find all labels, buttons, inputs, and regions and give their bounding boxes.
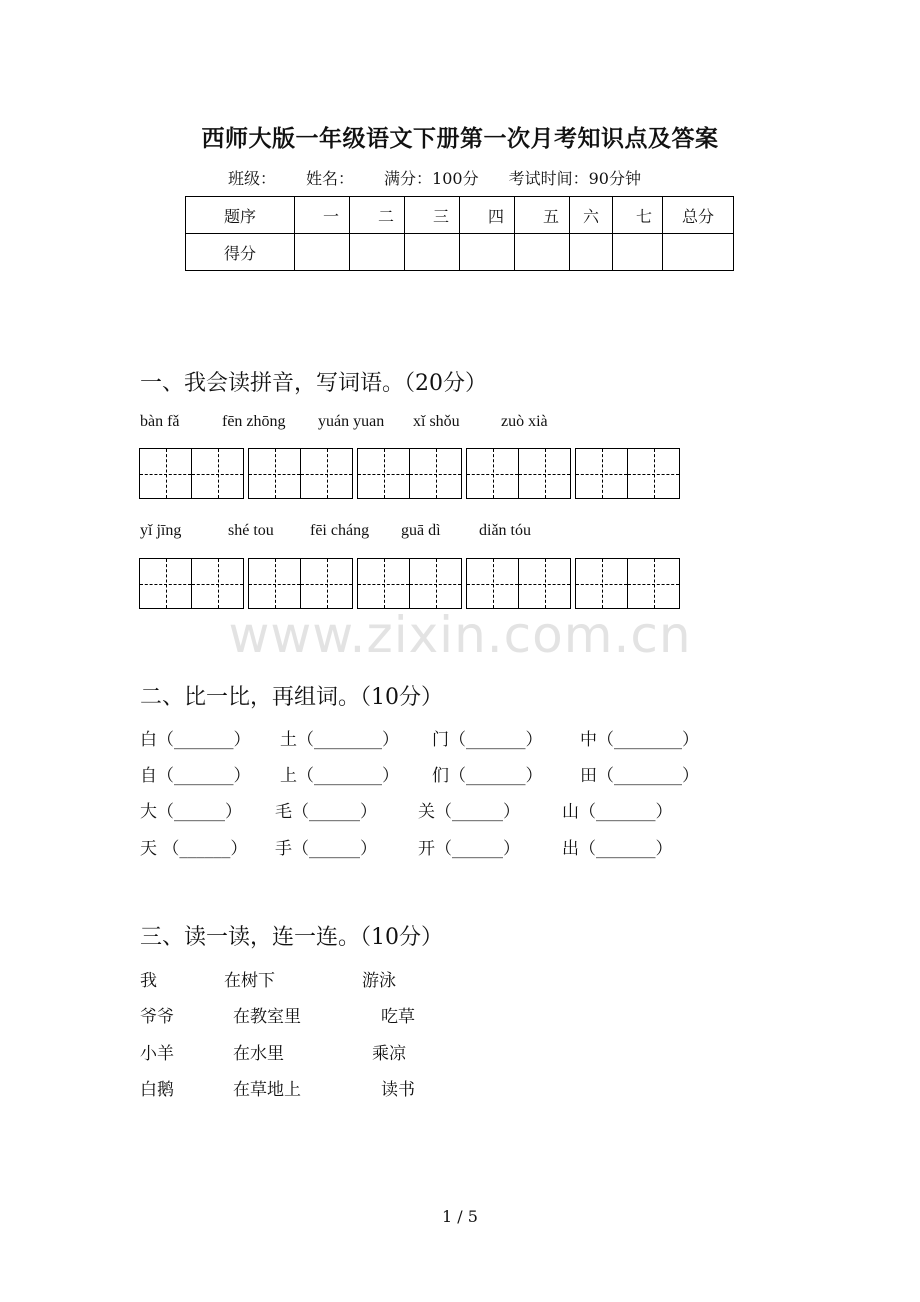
pinyin-label: fēi cháng: [310, 522, 370, 539]
pinyin-label: shé tou: [228, 522, 274, 539]
score-row-label: 得分: [186, 234, 295, 271]
score-input-cell[interactable]: [350, 234, 405, 271]
match-place[interactable]: 在草地上: [233, 1080, 301, 1100]
word-blank[interactable]: 山（_______）: [562, 802, 673, 822]
word-blank[interactable]: 中（________）: [580, 730, 699, 750]
score-input-cell[interactable]: [460, 234, 515, 271]
score-table-cell: 三: [405, 197, 460, 234]
writing-grid-row1: [139, 448, 680, 499]
score-table-cell: 五: [515, 197, 570, 234]
score-table-cell: 二: [350, 197, 405, 234]
word-blank[interactable]: 毛（______）: [275, 802, 377, 822]
word-blank[interactable]: 土（________）: [280, 730, 399, 750]
word-blank[interactable]: 上（________）: [280, 766, 399, 786]
score-table: [185, 196, 734, 271]
exam-time: 考试时间：90分钟: [508, 169, 641, 188]
pinyin-label: bàn fǎ: [140, 413, 180, 430]
score-table-cell: 七: [613, 197, 663, 234]
pinyin-label: yǐ jīng: [140, 522, 182, 539]
writing-box[interactable]: [248, 558, 353, 609]
pinyin-label: diǎn tóu: [479, 522, 531, 539]
match-place[interactable]: 在教室里: [233, 1007, 301, 1027]
word-blank[interactable]: 开（______）: [418, 839, 520, 859]
full-score: 满分：100分: [384, 169, 479, 188]
writing-box[interactable]: [575, 558, 680, 609]
score-table-header-row: [186, 197, 734, 234]
match-subject[interactable]: 小羊: [140, 1044, 174, 1064]
writing-box[interactable]: [357, 558, 462, 609]
word-blank[interactable]: 天 （______）: [140, 839, 248, 859]
document-title: 西师大版一年级语文下册第一次月考知识点及答案: [201, 125, 719, 152]
match-subject[interactable]: 白鹅: [140, 1080, 174, 1100]
section1-heading: 一、我会读拼音，写词语。（20分）: [140, 371, 487, 396]
score-table-cell: 六: [570, 197, 613, 234]
word-blank[interactable]: 白（_______）: [140, 730, 251, 750]
match-action[interactable]: 吃草: [381, 1007, 415, 1027]
word-blank[interactable]: 出（_______）: [562, 839, 673, 859]
pinyin-label: fēn zhōng: [222, 413, 286, 430]
match-place[interactable]: 在树下: [224, 971, 275, 991]
watermark: www.zixin.com.cn: [228, 606, 692, 664]
section2-heading: 二、比一比，再组词。（10分）: [140, 685, 443, 710]
score-table-cell: 总分: [663, 197, 734, 234]
score-table-cell: 一: [295, 197, 350, 234]
word-blank[interactable]: 关（______）: [418, 802, 520, 822]
writing-box[interactable]: [139, 558, 244, 609]
writing-box[interactable]: [466, 448, 571, 499]
score-table-cell: 四: [460, 197, 515, 234]
score-input-cell[interactable]: [295, 234, 350, 271]
score-table-score-row: [186, 234, 734, 271]
match-action[interactable]: 读书: [381, 1080, 415, 1100]
match-subject[interactable]: 我: [140, 971, 157, 991]
score-input-cell[interactable]: [613, 234, 663, 271]
score-input-cell[interactable]: [663, 234, 734, 271]
writing-grid-row2: [139, 558, 680, 609]
page-number: 1 / 5: [442, 1207, 478, 1226]
word-blank[interactable]: 田（________）: [580, 766, 699, 786]
match-subject[interactable]: 爷爷: [140, 1007, 174, 1027]
pinyin-label: guā dì: [401, 522, 441, 539]
writing-box[interactable]: [139, 448, 244, 499]
pinyin-label: zuò xià: [501, 413, 548, 430]
writing-box[interactable]: [575, 448, 680, 499]
word-blank[interactable]: 们（_______）: [432, 766, 543, 786]
writing-box[interactable]: [466, 558, 571, 609]
word-blank[interactable]: 大（______）: [140, 802, 242, 822]
score-input-cell[interactable]: [405, 234, 460, 271]
pinyin-label: yuán yuan: [318, 413, 385, 430]
exam-info: [228, 166, 641, 189]
word-blank[interactable]: 门（_______）: [432, 730, 543, 750]
score-input-cell[interactable]: [570, 234, 613, 271]
match-action[interactable]: 游泳: [362, 971, 396, 991]
writing-box[interactable]: [248, 448, 353, 499]
class-label: 班级：: [228, 169, 277, 188]
name-label: 姓名：: [306, 169, 355, 188]
writing-box[interactable]: [357, 448, 462, 499]
word-blank[interactable]: 自（_______）: [140, 766, 251, 786]
score-table-cell: 题序: [186, 197, 295, 234]
word-blank[interactable]: 手（______）: [275, 839, 377, 859]
match-action[interactable]: 乘凉: [372, 1044, 406, 1064]
pinyin-label: xǐ shǒu: [413, 413, 460, 430]
section3-heading: 三、读一读，连一连。（10分）: [140, 925, 443, 950]
score-input-cell[interactable]: [515, 234, 570, 271]
match-place[interactable]: 在水里: [233, 1044, 284, 1064]
